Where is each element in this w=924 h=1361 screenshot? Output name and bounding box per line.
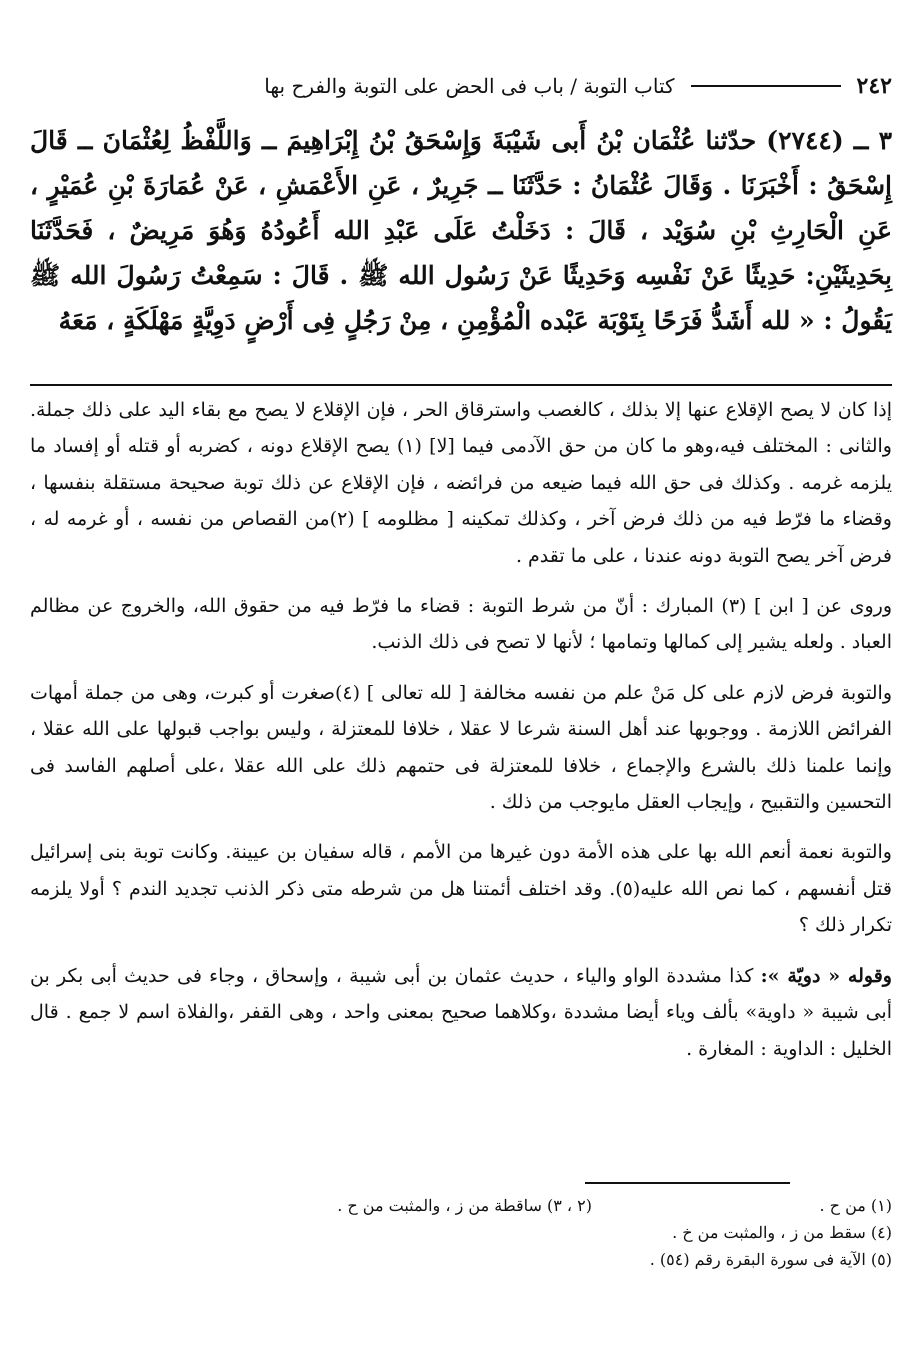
footnotes bbox=[30, 1192, 892, 1273]
running-title: كتاب التوبة / باب فى الحض على التوبة والفرح بها bbox=[264, 74, 675, 98]
hadith-text: ٣ ــ (٢٧٤٤) حدّثنا عُثْمَان بْنُ أَبى شَيْبَةَ وَإِسْحَقُ بْنُ إِبْرَاهِيمَ ــ وَاللَّفْظُ لِعُثْمَانَ ــ قَالَ إِسْحَقُ : أَخْبَرَنَا . وَقَالَ عُثْمَانُ : حَدَّثَنَا ــ جَرِيرٌ ، عَنِ الأَعْمَشِ ، عَنْ عُمَارَةَ بْنِ عُمَيْرٍ ، عَنِ الْحَارِثِ بْنِ سُوَيْد ، قَالَ : دَخَلْتُ عَلَى عَبْدِ الله أَعُودُهُ وَهُوَ مَرِيضٌ ، فَحَدَّثَنَا بِحَدِيثَيْنِ: حَدِيثًا عَنْ نَفْسِه وَحَدِيثًا عَنْ رَسُول الله ﷺ . قَالَ : سَمِعْتُ رَسُولَ الله ﷺ يَقُولُ : « لله أَشَدُّ فَرَحًا بِتَوْبَة عَبْده الْمُؤْمِنِ ، مِنْ رَجُلٍ فِى أَرْضٍ دَوِيَّةٍ مَهْلَكَةٍ ، مَعَهُ bbox=[30, 126, 892, 335]
footnote-1: (١) من ح . bbox=[819, 1196, 892, 1215]
commentary-paragraph-5 bbox=[30, 958, 892, 1067]
commentary-lead-term: وقوله « دويّة »: bbox=[760, 964, 892, 987]
commentary-paragraph-5-body: كذا مشددة الواو والياء ، حديث عثمان بن أبى شيبة ، وإسحاق ، وجاء فى حديث أبى بكر بن أبى شيبة « داوية» بألف وياء أيضا مشددة ،وكلاهما صحيح بمعنى واحد ، وهى القفر ،والفلاة اسم لا جمع . قال الخليل : الداوية : المغارة . bbox=[30, 964, 892, 1060]
commentary-paragraph-3: والتوبة فرض لازم على كل مَنْ علم من نفسه مخالفة [ لله تعالى ] (٤)صغرت أو كبرت، وهى من جملة أمهات الفرائض اللازمة . ووجوبها عند أهل السنة شرعا لا عقلا ، خلافا للمعتزلة ، وليس بواجب قبولها على الله عقلا ، وإنما علمنا ذلك بالشرع والإجماع ، خلافا للمعتزلة فى حتمهم ذلك على الله عقلا ،على أصلهم الفاسد فى التحسين والتقبيح ، وإيجاب العقل مايوجب من ذلك . bbox=[30, 681, 893, 814]
footnote-row bbox=[30, 1192, 892, 1219]
footnote-rule bbox=[585, 1182, 790, 1184]
commentary-paragraph-1: إذا كان لا يصح الإقلاع عنها إلا بذلك ، كالغصب واسترقاق الحر ، فإن الإقلاع لا يصح مع بقاء اليد على ذلك جملة. والثانى : المختلف فيه،وهو ما كان من حق الآدمى فيما [لا] (١) يصح الإقلاع دونه ، كضربه أو قتله أو إفساد ما يلزمه غرمه . وكذلك فى حق الله فيما ضيعه من فرائضه ، فإن الإقلاع عن ذلك توبة صحيحة مستقلة بنفسها ، وقضاء ما فرّط فيه من ذلك فرض آخر ، وكذلك تمكينه [ مظلومه ] (٢)من القصاص من نفسه ، أو غرمه له ، فرض آخر يصح التوبة دونه عندنا ، على ما تقدم . bbox=[30, 399, 892, 567]
footnote-4: (٤) سقط من ز ، والمثبت من خ . bbox=[672, 1223, 892, 1242]
footnote-5: (٥) الآية فى سورة البقرة رقم (٥٤) . bbox=[649, 1250, 892, 1269]
commentary bbox=[30, 392, 892, 1067]
page-header bbox=[30, 66, 892, 106]
commentary-paragraph-2: وروى عن [ ابن ] (٣) المبارك : أنّ من شرط التوبة : قضاء ما فرّط فيه من حقوق الله، والخروج عن مظالم العباد . ولعله يشير إلى كمالها وتمامها ؛ لأنها لا تصح فى ذلك الذنب. bbox=[30, 595, 892, 654]
commentary-paragraph-4: والتوبة نعمة أنعم الله بها على هذه الأمة دون غيرها من الأمم ، قاله سفيان بن عيينة. وكانت توبة بنى إسرائيل قتل أنفسهم ، كما نص الله عليه(٥). وقد اختلف أئمتنا هل من شرطه متى ذكر الذنب تجديد الندم ؟ أولا يلزمه تكرار ذلك ؟ bbox=[30, 841, 892, 937]
footnote-2-3: (٢ ، ٣) ساقطة من ز ، والمثبت من ح . bbox=[337, 1196, 592, 1215]
header-rule bbox=[691, 85, 841, 87]
text-separator-rule bbox=[30, 384, 892, 386]
page-number: ٢٤٢ bbox=[856, 73, 892, 99]
